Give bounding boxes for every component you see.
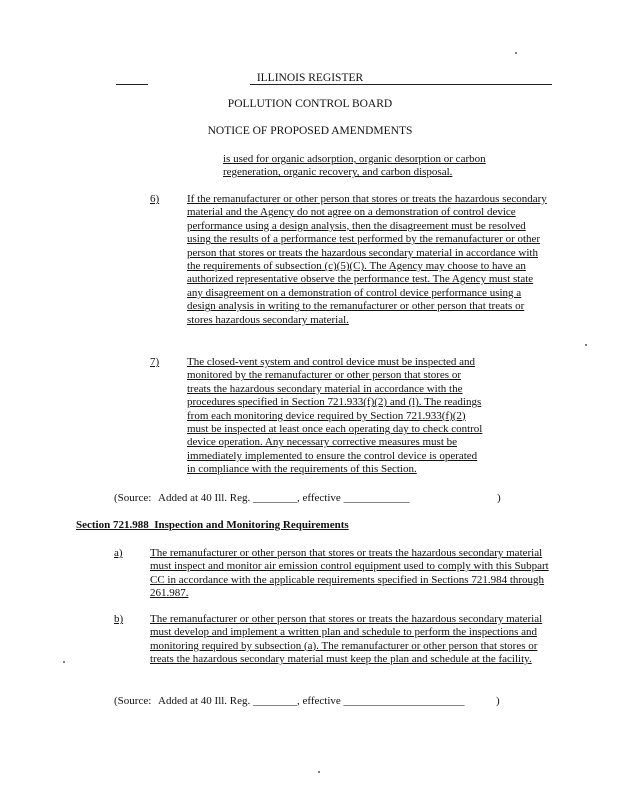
source-note-1 [114,492,514,505]
header-rule-left [116,84,148,85]
item-7-text: The closed-vent system and control device must be inspected and monitored by the remanufacturer or other person that stores or treats the hazardous secondary material in accordance with the procedures specified in Section 721.933(f)(2) and (l). The readings from each monitoring device required by Section 721.933(f)(2) must be inspected at least once each operating day to check control device operation. Any necessary corrective measures must be immediately implemented to ensure the control device is operated in compliance with the requirements of this Section. [187,356,483,476]
board-title: POLLUTION CONTROL BOARD [227,98,393,110]
item-b-marker: b) [114,613,124,625]
continuation-text: is used for organic adsorption, organic desorption or carbon regeneration, organic recovery, and carbon disposal. [223,153,486,179]
source-note-2 [114,695,514,708]
source-text: Added at 40 Ill. Reg. ________, effective ____________ [158,492,410,504]
source-label: (Source: [114,695,152,707]
scan-speck [585,344,587,346]
source-text: Added at 40 Ill. Reg. ________, effective ______________________ [158,695,465,707]
section-heading: Section 721.988 Inspection and Monitoring Requirements [76,519,349,531]
scan-speck [515,52,517,54]
notice-title: NOTICE OF PROPOSED AMENDMENTS [207,125,413,137]
scan-speck [63,661,65,663]
source-close-1: ) [497,492,501,504]
register-title: ILLINOIS REGISTER [256,72,364,84]
source-close-2: ) [496,695,500,707]
item-6-text: If the remanufacturer or other person that stores or treats the hazardous secondary material and the Agency do not agree on a demonstration of control device performance using a design analysis, then the disagreement must be resolved using the results of a performance test performed by the remanufacturer or other person that stores or treats the hazardous secondary material in accordance with the requirements of subsection (c)(5)(C). The Agency may choose to have an authorized representative observe the performance test. The Agency must state any disagreement on a demonstration of control device performance using a design analysis in writing to the remanufacturer or other person that treats or stores hazardous secondary material. [187,193,547,326]
item-6-marker: 6) [150,193,160,205]
item-a-text: The remanufacturer or other person that stores or treats the hazardous secondary material must inspect and monitor air emission control equipment used to comply with this Subpart CC in accordance with the applicable requirements specified in Sections 721.984 through 261.987. [150,547,549,600]
item-b-text: The remanufacturer or other person that stores or treats the hazardous secondary material must develop and implement a written plan and schedule to perform the inspections and monitoring required by subsection (a). The remanufacturer or other person that stores or treats the hazardous secondary material must keep the plan and schedule at the facility. [150,613,543,666]
item-7-marker: 7) [150,356,160,368]
source-label: (Source: [114,492,152,504]
item-a-marker: a) [114,547,123,559]
scan-speck [318,771,320,773]
